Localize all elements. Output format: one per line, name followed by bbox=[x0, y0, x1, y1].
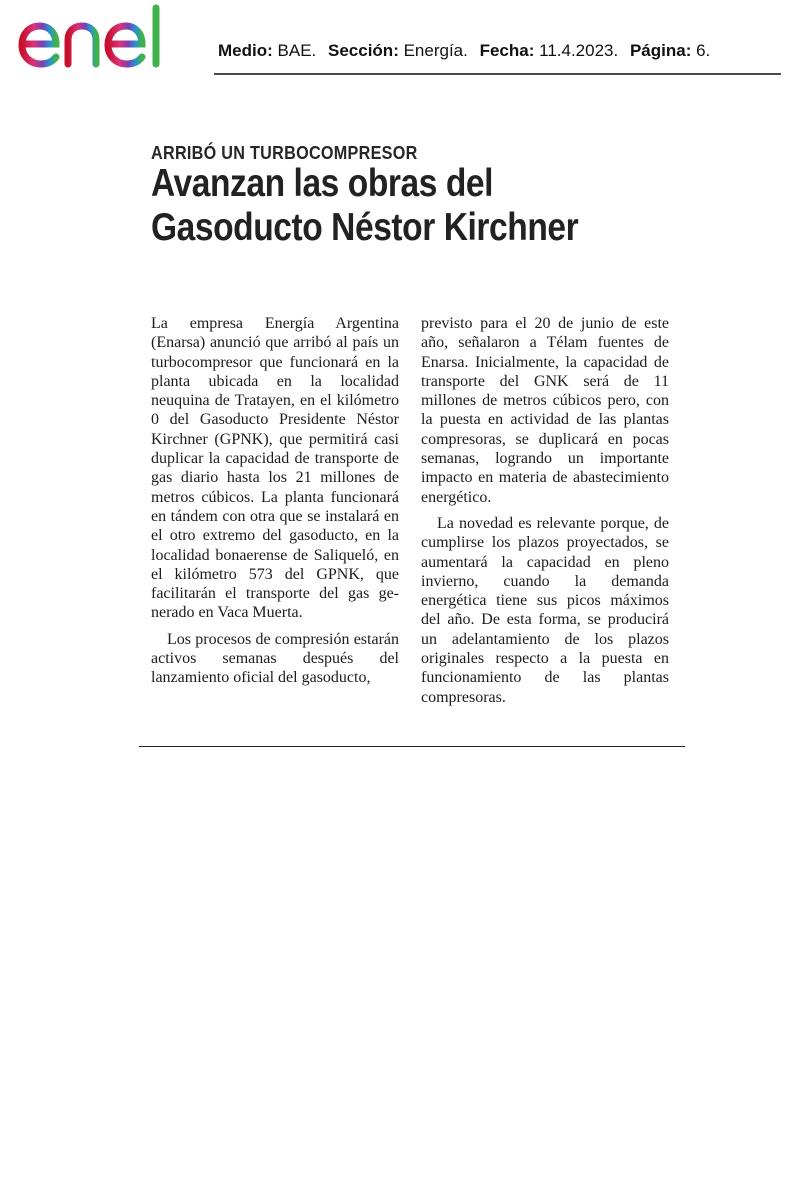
fecha-value: 11.4.2023. bbox=[539, 41, 619, 60]
headline-line-1: Avanzan las obras del bbox=[151, 162, 494, 205]
headline-line-2: Gasoducto Néstor Kirchner bbox=[151, 206, 579, 249]
article-bottom-divider bbox=[139, 746, 685, 747]
medio-label: Medio: bbox=[218, 41, 273, 60]
article-headline bbox=[151, 162, 578, 250]
article-column-2 bbox=[421, 314, 669, 707]
seccion-label: Sección: bbox=[328, 41, 399, 60]
medio-value: BAE. bbox=[277, 41, 317, 60]
enel-logo bbox=[16, 4, 180, 70]
paragraph: La empresa Energía Argentina (Enarsa) anunció que arribó al país un turbocompresor que funcionará en la planta ubicada en la localidad neuquina de Tratayen, en el kilómetro 0 del Gasoducto Presidente Néstor Kirchner (GPNK), que permitirá casi duplicar la capacidad de transporte de gas diario hasta los 21 millones de metros cúbicos. La planta funcionará en tándem con otra que se instalará en el otro extremo del gasoducto, en la localidad bonaerense de Saliqueló, en el kilómetro 573 del GPNK, que facilitarán el transporte del gas generado en Vaca Muerta. bbox=[151, 315, 399, 622]
article-column-1 bbox=[151, 314, 399, 688]
header-divider bbox=[214, 73, 781, 75]
paragraph: La novedad es relevante porque, de cumplirse los plazos proyectados, se aumentará la capacidad en pleno invierno, cuando la demanda energética tiene sus picos máximos del año. De esta forma, se producirá un adelantamiento de los plazos originales respecto a la puesta en funcionamiento de las plantas compresoras. bbox=[421, 514, 669, 706]
pagina-label: Página: bbox=[629, 41, 692, 60]
seccion-value: Energía. bbox=[403, 41, 468, 60]
document-meta bbox=[218, 41, 778, 61]
paragraph: Los procesos de compresión estarán activos semanas después del lanzamiento oficial del gasoducto, bbox=[151, 630, 399, 687]
paragraph: previsto para el 20 de junio de este año, señalaron a Télam fuentes de Enarsa. Inicialmente, la capacidad de transporte del GNK será de 11 millones de metros cúbicos pero, con la puesta en actividad de las plantas compresoras, se duplicará en pocas semanas, logrando un importante impacto en materia de abastecimiento energético. bbox=[421, 315, 669, 506]
pagina-value: 6. bbox=[696, 41, 711, 60]
article-kicker: ARRIBÓ UN TURBOCOMPRESOR bbox=[151, 143, 418, 163]
fecha-label: Fecha: bbox=[479, 41, 535, 60]
